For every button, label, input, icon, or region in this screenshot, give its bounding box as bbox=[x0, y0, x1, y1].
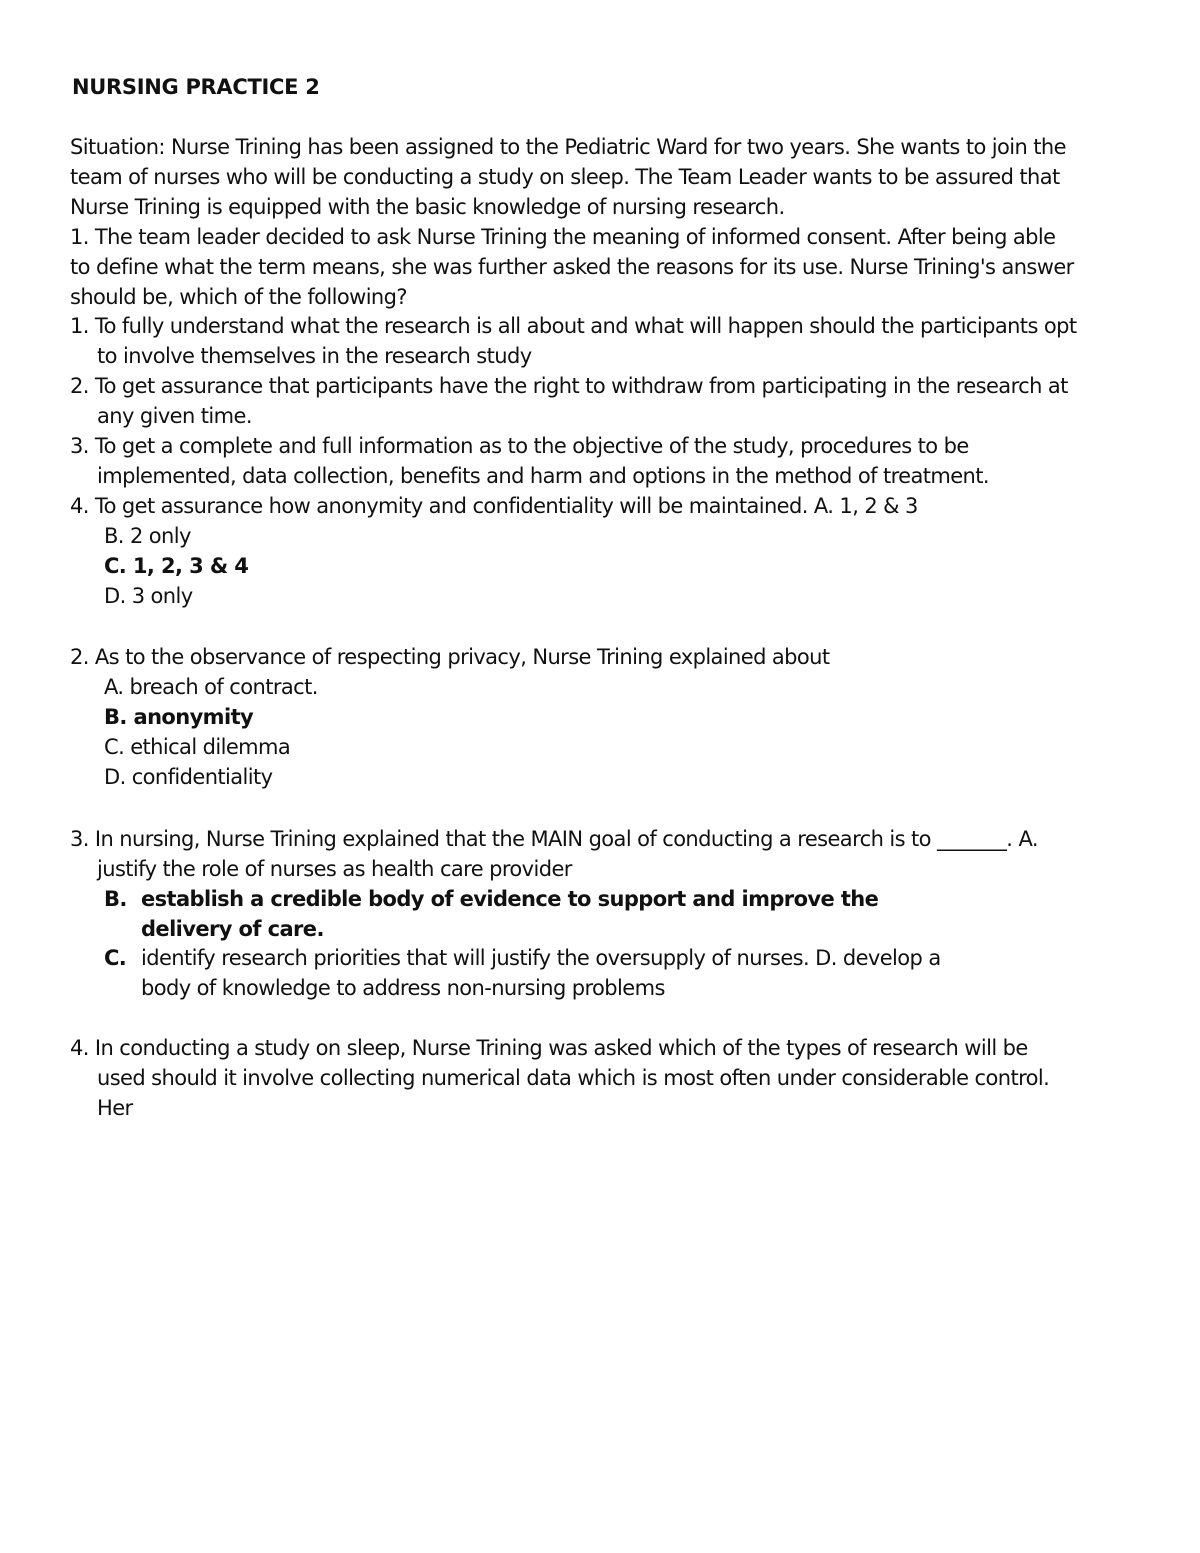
question-1-stem: should be, which of the following? bbox=[70, 285, 407, 309]
question-3-option: identify research priorities that will justify the oversupply of nurses. D. develop a bbox=[141, 946, 941, 970]
question-4-stem: used should it involve collecting numerical data which is most often under considerable control. bbox=[97, 1066, 1050, 1090]
question-1-stem: 1. The team leader decided to ask Nurse Trining the meaning of informed consent. After being able bbox=[70, 225, 1056, 249]
question-3-answer-label: B. bbox=[104, 887, 127, 911]
question-2-option: D. confidentiality bbox=[104, 765, 273, 789]
question-1-option: B. 2 only bbox=[104, 524, 191, 548]
question-3-answer: delivery of care. bbox=[141, 917, 324, 941]
page-title: NURSING PRACTICE 2 bbox=[72, 75, 320, 99]
question-1-item: implemented, data collection, benefits and harm and options in the method of treatment. bbox=[97, 464, 989, 488]
question-1-item: 2. To get assurance that participants have the right to withdraw from participating in the research at bbox=[70, 374, 1068, 398]
question-2-stem: 2. As to the observance of respecting privacy, Nurse Trining explained about bbox=[70, 645, 830, 669]
question-1-stem: to define what the term means, she was further asked the reasons for its use. Nurse Trining's answer bbox=[70, 255, 1074, 279]
question-4-stem: 4. In conducting a study on sleep, Nurse Trining was asked which of the types of research will be bbox=[70, 1036, 1028, 1060]
situation-line: team of nurses who will be conducting a study on sleep. The Team Leader wants to be assured that bbox=[70, 165, 1060, 189]
question-3-option-label: C. bbox=[104, 946, 127, 970]
question-1-answer: C. 1, 2, 3 & 4 bbox=[104, 554, 249, 578]
situation-line: Nurse Trining is equipped with the basic knowledge of nursing research. bbox=[70, 195, 785, 219]
question-3-stem: 3. In nursing, Nurse Trining explained that the MAIN goal of conducting a research is to _______. A. bbox=[70, 827, 1038, 851]
question-2-option: C. ethical dilemma bbox=[104, 735, 291, 759]
question-1-item: 3. To get a complete and full information as to the objective of the study, procedures to be bbox=[70, 434, 969, 458]
situation-line: Situation: Nurse Trining has been assigned to the Pediatric Ward for two years. She wants to join the bbox=[70, 135, 1066, 159]
question-1-item: any given time. bbox=[97, 404, 252, 428]
question-4-stem: Her bbox=[97, 1096, 133, 1120]
question-1-item: 4. To get assurance how anonymity and confidentiality will be maintained. A. 1, 2 & 3 bbox=[70, 494, 918, 518]
question-2-answer: B. anonymity bbox=[104, 705, 254, 729]
question-3-answer: establish a credible body of evidence to support and improve the bbox=[141, 887, 879, 911]
question-3-option: body of knowledge to address non-nursing problems bbox=[141, 976, 665, 1000]
question-1-item: to involve themselves in the research study bbox=[97, 344, 532, 368]
question-2-option: A. breach of contract. bbox=[104, 675, 318, 699]
question-1-option: D. 3 only bbox=[104, 584, 193, 608]
question-3-stem: justify the role of nurses as health care provider bbox=[97, 857, 572, 881]
question-1-item: 1. To fully understand what the research is all about and what will happen should the participants opt bbox=[70, 314, 1077, 338]
